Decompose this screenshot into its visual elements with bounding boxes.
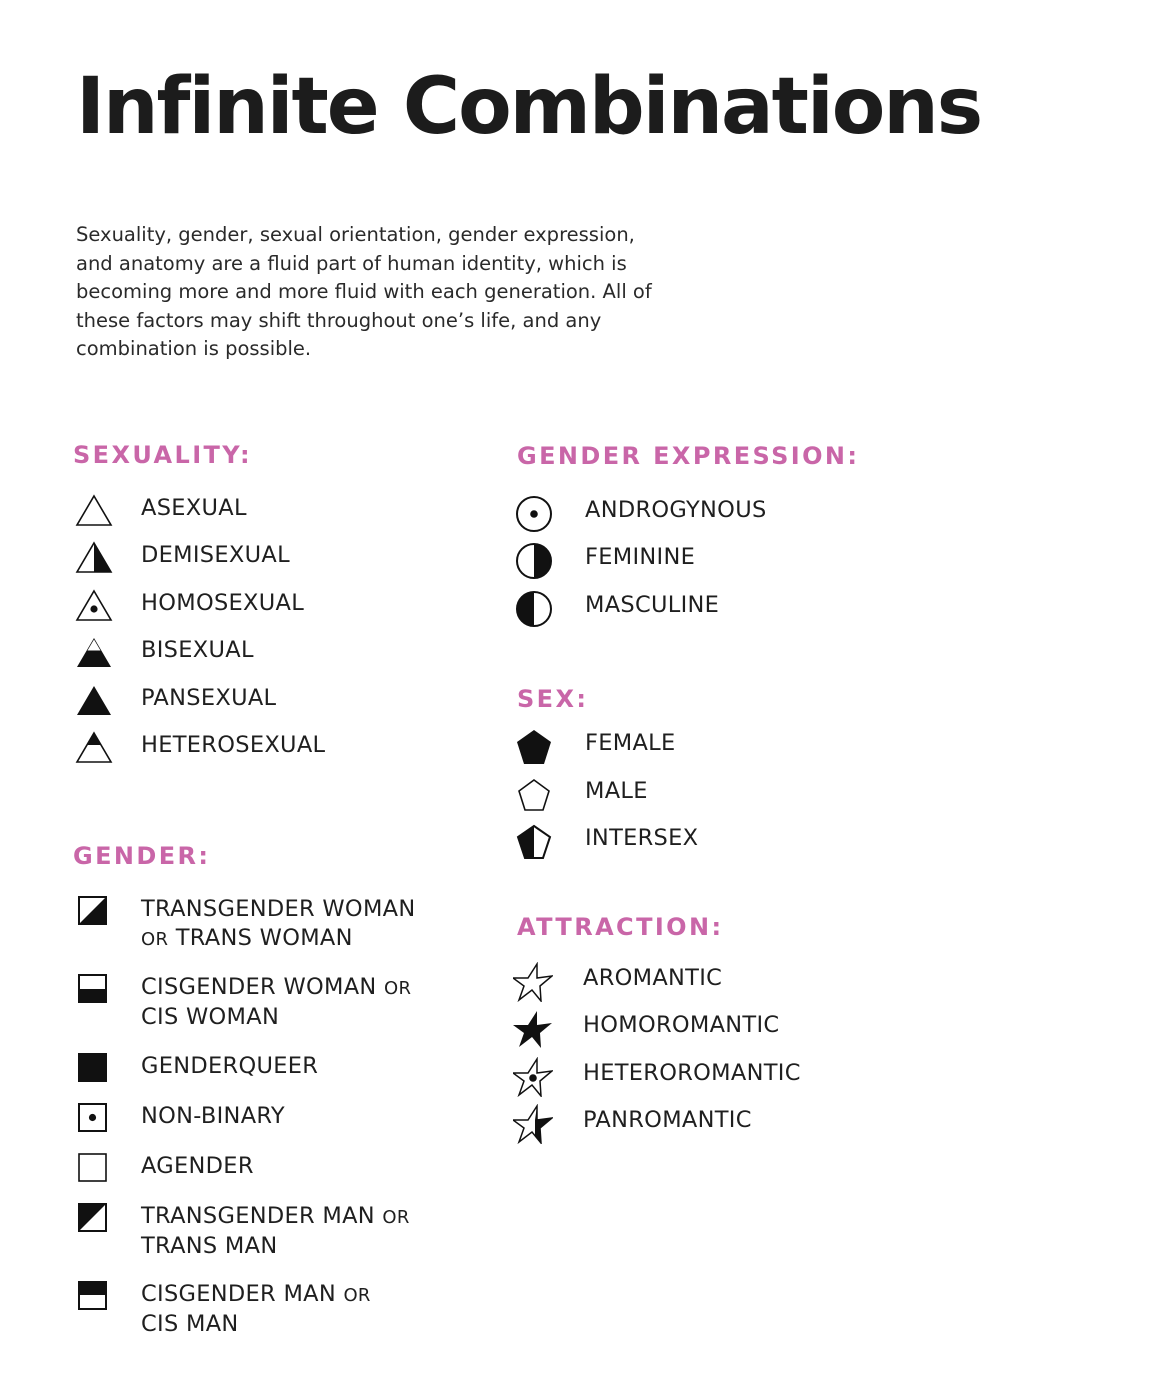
expression-label: MASCULINE	[585, 592, 720, 618]
square-outline-icon	[75, 1150, 115, 1190]
expression-label: ANDROGYNOUS	[585, 497, 767, 523]
circle-left-filled-icon	[515, 589, 555, 629]
gender-label	[141, 1280, 371, 1339]
sexuality-heading: SEXUALITY:	[73, 441, 252, 469]
pentagon-outline-icon	[515, 775, 555, 815]
square-diagonal-upper-left-icon	[75, 1200, 115, 1240]
attraction-label: AROMANTIC	[583, 965, 723, 991]
gender-label-line1: TRANSGENDER MAN	[141, 1203, 383, 1229]
gender-label: GENDERQUEER	[141, 1053, 319, 1079]
square-dot-icon	[75, 1100, 115, 1140]
attraction-heading: ATTRACTION:	[517, 913, 724, 941]
gender-label	[141, 1202, 410, 1261]
gender-label-line2: CIS MAN	[141, 1311, 239, 1337]
pentagon-filled-icon	[515, 727, 555, 767]
triangle-top-filled-icon	[75, 729, 115, 769]
sex-label: FEMALE	[585, 730, 676, 756]
sex-label: INTERSEX	[585, 825, 699, 851]
or-text: OR	[141, 929, 169, 950]
circle-dot-icon	[515, 494, 555, 534]
sex-label: MALE	[585, 778, 648, 804]
star-dot-icon	[513, 1057, 553, 1097]
gender-label-line1: TRANSGENDER WOMAN	[141, 896, 416, 922]
or-text: OR	[383, 978, 412, 999]
gender-label-line2: TRANS MAN	[141, 1233, 278, 1259]
sexuality-label: PANSEXUAL	[141, 685, 277, 711]
star-outline-icon	[513, 962, 553, 1002]
gender-label-line1: CISGENDER MAN	[141, 1281, 344, 1307]
triangle-outline-icon	[75, 492, 115, 532]
or-text: OR	[343, 1285, 371, 1306]
square-top-filled-icon	[75, 1278, 115, 1318]
square-bottom-filled-icon	[75, 971, 115, 1011]
sexuality-label: HOMOSEXUAL	[141, 590, 305, 616]
sexuality-label: HETEROSEXUAL	[141, 732, 326, 758]
triangle-filled-icon	[75, 682, 115, 722]
star-half-filled-icon	[513, 1104, 553, 1144]
gender-label	[141, 973, 411, 1032]
or-text: OR	[382, 1207, 410, 1228]
gender-label: AGENDER	[141, 1153, 254, 1179]
gender-label-line1: CISGENDER WOMAN	[141, 974, 384, 1000]
intro-paragraph: Sexuality, gender, sexual orientation, gender expression, and anatomy are a fluid part of human identity, which is becoming more and more fluid with each generation. All of these factors may shift throughout one’s life, and any combination is possible.	[76, 223, 652, 361]
page-title: Infinite Combinations	[76, 62, 982, 152]
sexuality-label: ASEXUAL	[141, 495, 247, 521]
gender-expression-heading: GENDER EXPRESSION:	[517, 442, 860, 470]
gender-label	[141, 895, 415, 954]
gender-heading: GENDER:	[73, 842, 211, 870]
pentagon-left-filled-icon	[515, 822, 555, 862]
sexuality-label: BISEXUAL	[141, 637, 254, 663]
gender-label-line2: CIS WOMAN	[141, 1004, 280, 1030]
gender-label: NON-BINARY	[141, 1103, 285, 1129]
square-filled-icon	[75, 1050, 115, 1090]
attraction-label: PANROMANTIC	[583, 1107, 752, 1133]
expression-label: FEMININE	[585, 544, 696, 570]
triangle-half-right-icon	[75, 539, 115, 579]
attraction-label: HOMOROMANTIC	[583, 1012, 780, 1038]
sexuality-label: DEMISEXUAL	[141, 542, 290, 568]
triangle-dot-icon	[75, 587, 115, 627]
triangle-bottom-filled-icon	[75, 634, 115, 674]
square-diagonal-lower-right-icon	[75, 893, 115, 933]
attraction-label: HETEROROMANTIC	[583, 1060, 801, 1086]
star-filled-icon	[513, 1009, 553, 1049]
sex-heading: SEX:	[517, 685, 589, 713]
gender-label-line2: TRANS WOMAN	[175, 925, 353, 951]
circle-right-filled-icon	[515, 541, 555, 581]
